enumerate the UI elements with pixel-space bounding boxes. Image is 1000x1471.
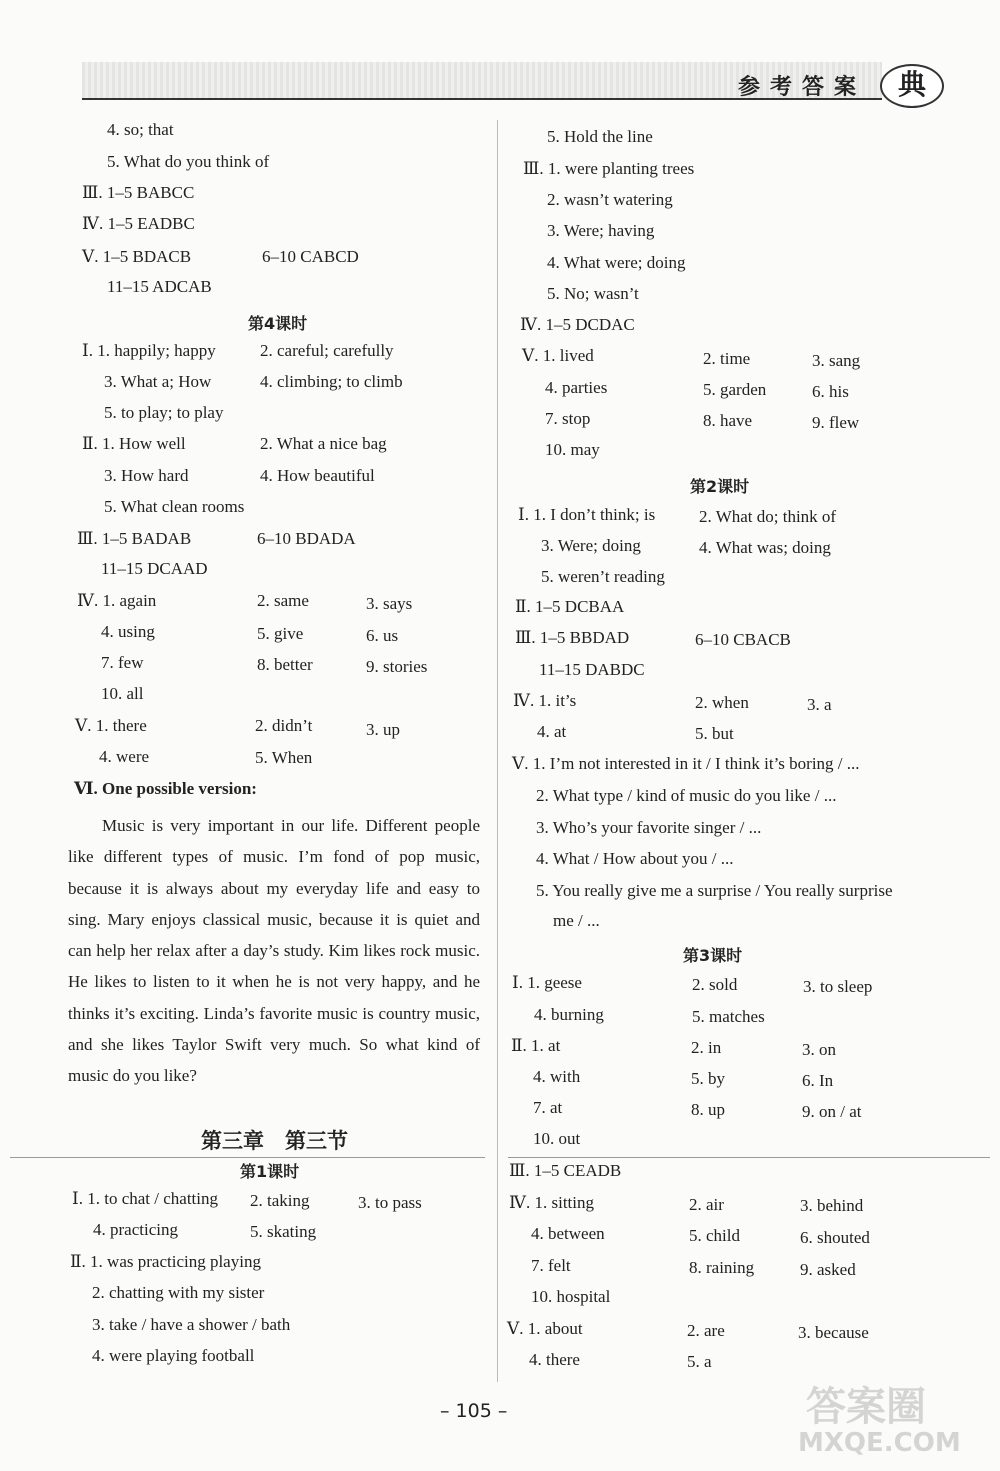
answer-line: 3. behind <box>800 1196 864 1215</box>
answer-line: 4. between <box>531 1224 605 1243</box>
answer-line: 6. shouted <box>800 1228 870 1247</box>
page-number: – 105 – <box>440 1400 508 1422</box>
answer-line: 3. What a; How <box>104 372 212 391</box>
watermark-url: MXQE.COM <box>798 1428 961 1458</box>
answer-line: 6–10 BDADA <box>257 529 356 548</box>
answer-line: 2. wasn’t watering <box>547 190 673 209</box>
answer-line: 2. time <box>703 349 751 368</box>
header-title: 参考答案 <box>738 75 867 100</box>
answer-line: 5. You really give me a surprise / You really surprise <box>536 881 893 900</box>
answer-line: 5. What do you think of <box>107 152 270 171</box>
answer-line: 4. burning <box>534 1005 604 1024</box>
answer-line: 3. Who’s your favorite singer / ... <box>536 818 762 837</box>
answer-line: 3. on <box>802 1040 836 1059</box>
answer-line: 6–10 CABCD <box>262 247 359 266</box>
answer-line: 4. parties <box>545 378 608 397</box>
answer-line: 8. up <box>691 1100 725 1119</box>
answer-line: 10. all <box>101 684 144 703</box>
answer-line: 9. flew <box>812 413 860 432</box>
answer-line: 2. air <box>689 1195 724 1214</box>
answer-line: 4. so; that <box>107 120 174 139</box>
answer-line: 5. garden <box>703 380 767 399</box>
answer-line: 5. a <box>687 1352 712 1371</box>
answer-line: 4. with <box>533 1067 581 1086</box>
answer-line: 2. sold <box>692 975 738 994</box>
answer-line: 6. us <box>366 626 399 645</box>
answer-line: Ⅲ. 1–5 CEADB <box>509 1161 622 1180</box>
answer-line: 8. raining <box>689 1258 755 1277</box>
answer-line: Ⅴ. 1. I’m not interested in it / I think it’s boring / ... <box>512 754 860 773</box>
answer-line: 11–15 ADCAB <box>107 277 212 296</box>
answer-line: 5. give <box>257 624 304 643</box>
answer-line: 2. careful; carefully <box>260 341 394 360</box>
answer-line: 4. How beautiful <box>260 466 375 485</box>
answer-line: Ⅰ. 1. I don’t think; is <box>518 505 656 524</box>
lesson-heading: 第2课时 <box>690 477 750 496</box>
answer-line: 2. are <box>687 1321 725 1340</box>
answer-line: 2. didn’t <box>255 716 313 735</box>
answer-line: 3. a <box>807 695 832 714</box>
answer-line: 3. take / have a shower / bath <box>92 1315 291 1334</box>
answer-line: Ⅴ. 1. about <box>507 1319 583 1338</box>
answer-line: 4. at <box>537 722 567 741</box>
answer-line: Ⅳ. 1–5 DCDAC <box>520 315 635 334</box>
answer-line: 8. better <box>257 655 313 674</box>
answer-line: 3. Were; having <box>547 221 655 240</box>
answer-line: 2. chatting with my sister <box>92 1283 265 1302</box>
watermark-text: 答案圈 <box>806 1384 926 1430</box>
answer-line: 2. in <box>691 1038 722 1057</box>
chapter-heading: 第三章 第三节 <box>201 1129 348 1153</box>
answer-line: 9. on / at <box>802 1102 862 1121</box>
answer-line: 4. What / How about you / ... <box>536 849 734 868</box>
answer-line: Ⅱ. 1. at <box>511 1036 561 1055</box>
answer-line: 4. What was; doing <box>699 538 831 557</box>
answer-line: 3. says <box>366 594 413 613</box>
sample-essay: Music is very important in our life. Different people like different types of music. I’m fond of pop music, because it is always about my everyday life and easy to sing. Mary enjoys classical music, because it is quiet and can help her relax after a day’s study. Kim likes rock music. He likes to listen to it when he is not very happy, and he thinks it’s exciting. Linda’s favorite music is country music, and she likes Taylor Swift very much. So what kind of music do you like? <box>68 816 480 1086</box>
answer-line: 3. sang <box>812 351 861 370</box>
answer-line: Ⅰ. 1. to chat / chatting <box>72 1189 218 1208</box>
answer-line: Ⅱ. 1. How well <box>82 434 186 453</box>
answer-line: 7. at <box>533 1098 563 1117</box>
answer-line: 3. to pass <box>358 1193 422 1212</box>
column-divider <box>497 120 498 1382</box>
answer-line: 6. In <box>802 1071 834 1090</box>
answer-line: Ⅳ. 1. it’s <box>513 691 577 710</box>
answer-line: 5. skating <box>250 1222 317 1241</box>
answer-line: 10. hospital <box>531 1287 611 1306</box>
answer-line: 5. matches <box>692 1007 765 1026</box>
answer-line: 4. What were; doing <box>547 253 686 272</box>
answer-line: 4. climbing; to climb <box>260 372 403 391</box>
answer-line: 2. when <box>695 693 749 712</box>
answer-line: Ⅴ. 1. there <box>75 716 147 735</box>
lesson-heading: 第4课时 <box>248 314 308 333</box>
answer-line: 5. but <box>695 724 734 743</box>
answer-line: 6. his <box>812 382 849 401</box>
answer-line: 8. have <box>703 411 753 430</box>
answer-line: Ⅲ. 1. were planting trees <box>523 159 695 178</box>
answer-line: 7. felt <box>531 1256 571 1275</box>
answer-line: 2. What do; think of <box>699 507 837 526</box>
answer-line: 2. same <box>257 591 309 610</box>
answer-line: 7. few <box>101 653 144 672</box>
answer-line: 5. No; wasn’t <box>547 284 639 303</box>
book-emblem-icon: 典 <box>880 64 944 108</box>
answer-line: 2. taking <box>250 1191 310 1210</box>
answer-line: Ⅲ. 1–5 BABCC <box>82 183 195 202</box>
answer-line: Ⅴ. 1–5 BDACB <box>82 247 192 266</box>
section-label: Ⅵ. One possible version: <box>74 779 257 798</box>
answer-line: me / ... <box>553 911 600 930</box>
answer-line: 4. there <box>529 1350 580 1369</box>
answer-line: 9. asked <box>800 1260 856 1279</box>
answer-line: 3. because <box>798 1323 869 1342</box>
section-divider-left <box>10 1157 485 1158</box>
answer-line: 5. to play; to play <box>104 403 224 422</box>
answer-line: 10. may <box>545 440 600 459</box>
answer-line: 3. up <box>366 720 400 739</box>
answer-line: Ⅰ. 1. geese <box>512 973 582 992</box>
answer-line: Ⅰ. 1. happily; happy <box>82 341 216 360</box>
answer-line: 10. out <box>533 1129 581 1148</box>
answer-line: Ⅲ. 1–5 BADAB <box>77 529 192 548</box>
answer-line: Ⅴ. 1. lived <box>522 346 594 365</box>
answer-line: 5. Hold the line <box>547 127 653 146</box>
answer-line: 7. stop <box>545 409 591 428</box>
section-divider-right <box>508 1157 990 1158</box>
answer-line: 3. Were; doing <box>541 536 641 555</box>
answer-line: 4. using <box>101 622 155 641</box>
answer-line: 5. weren’t reading <box>541 567 665 586</box>
answer-line: 5. by <box>691 1069 725 1088</box>
answer-line: 5. child <box>689 1226 740 1245</box>
lesson-heading: 第1课时 <box>240 1162 300 1181</box>
answer-line: Ⅱ. 1. was practicing playing <box>70 1252 261 1271</box>
answer-line: Ⅳ. 1. again <box>77 591 157 610</box>
answer-line: Ⅳ. 1. sitting <box>509 1193 594 1212</box>
answer-line: 3. How hard <box>104 466 189 485</box>
answer-line: 2. What a nice bag <box>260 434 387 453</box>
answer-line: Ⅳ. 1–5 EADBC <box>82 214 195 233</box>
answer-line: Ⅱ. 1–5 DCBAA <box>515 597 625 616</box>
answer-line: 11–15 DABDC <box>539 660 645 679</box>
answer-line: 4. were playing football <box>92 1346 255 1365</box>
answer-line: 11–15 DCAAD <box>101 559 208 578</box>
answer-line: 6–10 CBACB <box>695 630 791 649</box>
answer-line: 4. were <box>99 747 150 766</box>
answer-line: 4. practicing <box>93 1220 178 1239</box>
answer-line: 5. What clean rooms <box>104 497 245 516</box>
answer-line: Ⅲ. 1–5 BBDAD <box>515 628 630 647</box>
lesson-heading: 第3课时 <box>683 946 743 965</box>
answer-line: 5. When <box>255 748 313 767</box>
answer-line: 9. stories <box>366 657 428 676</box>
answer-line: 2. What type / kind of music do you like / ... <box>536 786 837 805</box>
answer-line: 3. to sleep <box>803 977 873 996</box>
